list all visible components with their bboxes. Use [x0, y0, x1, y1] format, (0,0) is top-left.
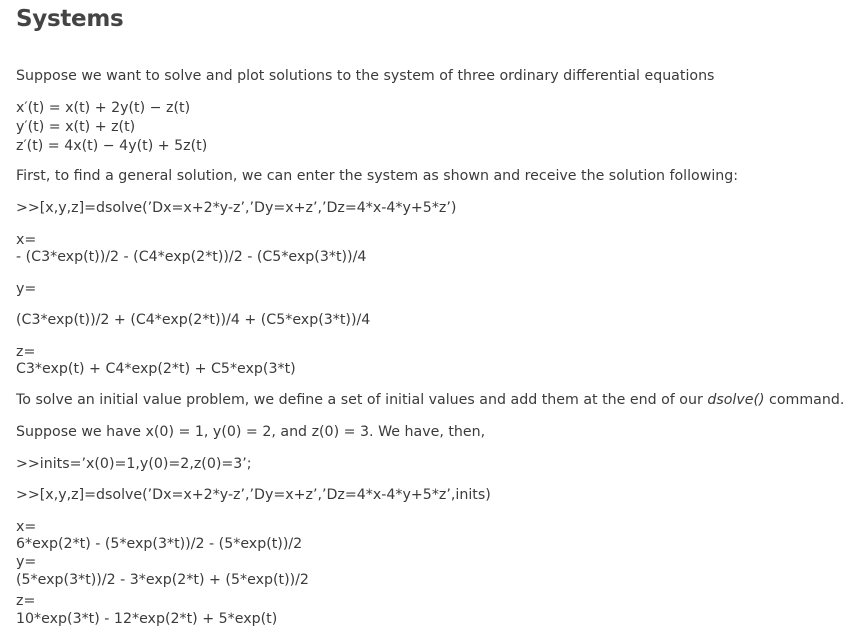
general-y-label: y= [16, 281, 37, 297]
particular-z-expression: 10*exp(3*t) - 12*exp(2*t) + 5*exp(t) [16, 611, 278, 627]
ivp-dsolve-command: >>[x,y,z]=dsolve(’Dx=x+2*y-z’,’Dy=x+z’,’Dz=4*x-4*y+5*z’,inits) [16, 487, 491, 503]
general-y-expression: (C3*exp(t))/2 + (C4*exp(2*t))/4 + (C5*exp(3*t))/4 [16, 312, 371, 328]
general-x-expression: - (C3*exp(t))/2 - (C4*exp(2*t))/2 - (C5*exp(3*t))/4 [16, 249, 367, 265]
particular-z-label: z= [16, 593, 36, 609]
inits-command: >>inits=’x(0)=1,y(0)=2,z(0)=3’; [16, 456, 252, 472]
initial-values-paragraph: Suppose we have x(0) = 1, y(0) = 2, and z(0) = 3. We have, then, [16, 424, 486, 440]
ivp-dsolve-code: dsolve() [707, 392, 765, 408]
equation-x: x′(t) = x(t) + 2y(t) − z(t) [16, 100, 191, 116]
general-z-label: z= [16, 344, 36, 360]
particular-x-label: x= [16, 519, 37, 535]
page-title: Systems [16, 6, 124, 32]
general-x-label: x= [16, 232, 37, 248]
particular-x-expression: 6*exp(2*t) - (5*exp(3*t))/2 - (5*exp(t))/2 [16, 536, 303, 552]
general-solution-intro: First, to find a general solution, we can enter the system as shown and receive the solution following: [16, 168, 739, 184]
particular-y-expression: (5*exp(3*t))/2 - 3*exp(2*t) + (5*exp(t))/2 [16, 572, 309, 588]
ivp-paragraph [16, 391, 844, 409]
intro-paragraph: Suppose we want to solve and plot solutions to the system of three ordinary differential equations [16, 68, 715, 84]
equation-y: y′(t) = x(t) + z(t) [16, 119, 136, 135]
ivp-text-before: To solve an initial value problem, we define a set of initial values and add them at the end of our [16, 392, 708, 408]
general-dsolve-command: >>[x,y,z]=dsolve(’Dx=x+2*y-z’,’Dy=x+z’,’Dz=4*x-4*y+5*z’) [16, 200, 457, 216]
equation-z: z′(t) = 4x(t) − 4y(t) + 5z(t) [16, 138, 208, 154]
ivp-text-after: command. [764, 392, 845, 408]
general-z-expression: C3*exp(t) + C4*exp(2*t) + C5*exp(3*t) [16, 361, 296, 377]
particular-y-label: y= [16, 554, 37, 570]
